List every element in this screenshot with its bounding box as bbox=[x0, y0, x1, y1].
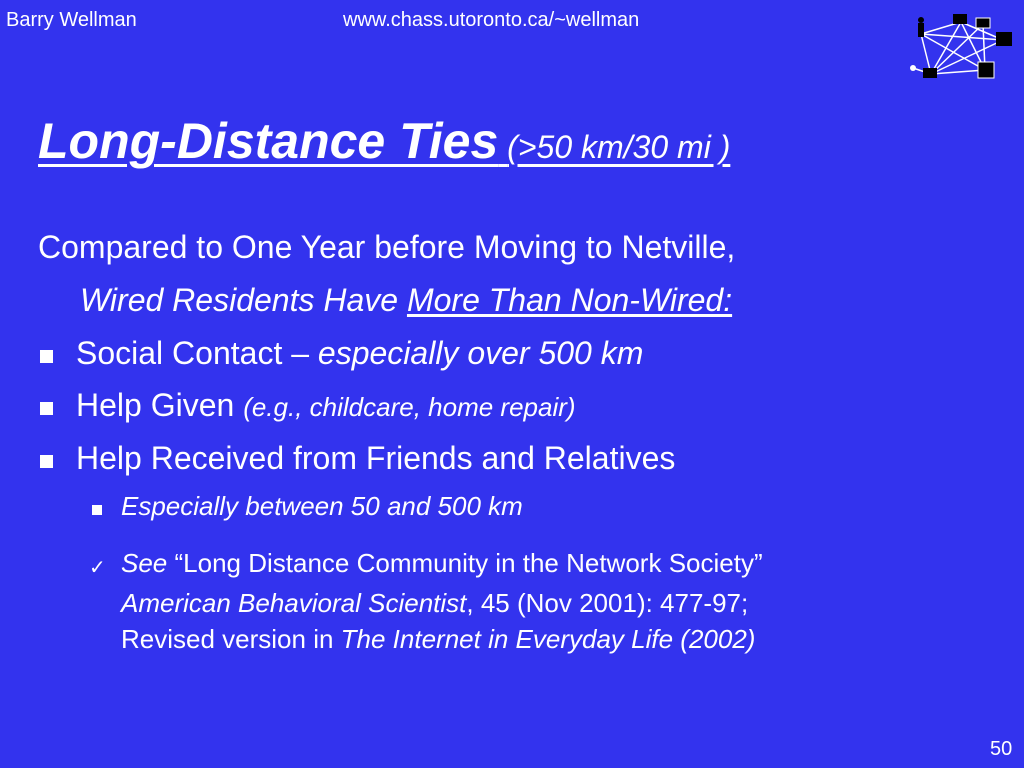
bullet-1-emphasis: especially over 500 km bbox=[317, 335, 644, 371]
reference-citation: , 45 (Nov 2001): 477-97; bbox=[466, 588, 749, 618]
phone-icon bbox=[953, 14, 967, 24]
sub-bullet-text: Especially between 50 and 500 km bbox=[121, 491, 523, 521]
slide-title bbox=[38, 112, 730, 170]
intro-line-1: Compared to One Year before Moving to Netville, bbox=[38, 229, 736, 265]
bullet-square bbox=[40, 455, 53, 468]
telephone-icon bbox=[923, 68, 937, 78]
sub-bullet-square bbox=[92, 505, 102, 515]
typewriter-icon bbox=[978, 62, 994, 78]
checkmark-icon: ✓ bbox=[89, 557, 106, 579]
reference-book: The Internet in Everyday Life (2002) bbox=[340, 624, 756, 654]
computer-icon bbox=[996, 32, 1012, 46]
bullet-2-emphasis: (e.g., childcare, home repair) bbox=[243, 392, 576, 422]
page-number: 50 bbox=[990, 738, 1013, 760]
reference-line-1 bbox=[121, 548, 763, 579]
website-url: www.chass.utoronto.ca/~wellman bbox=[343, 9, 640, 31]
reference-journal: American Behavioral Scientist bbox=[121, 588, 467, 618]
title-sub: (>50 km/30 mi ) bbox=[507, 129, 731, 165]
reference-revised-prefix: Revised version in bbox=[121, 624, 341, 654]
reference-line-2 bbox=[121, 588, 748, 619]
bullet-square bbox=[40, 350, 53, 363]
bullet-1 bbox=[76, 335, 643, 372]
reference-see: See bbox=[121, 548, 168, 578]
person-icon bbox=[918, 17, 924, 37]
intro-line-2-underlined: More Than Non-Wired: bbox=[406, 282, 733, 318]
intro-line-2 bbox=[80, 282, 732, 319]
bullet-2 bbox=[76, 387, 576, 424]
title-main: Long-Distance Ties bbox=[38, 113, 499, 169]
reference-line-3 bbox=[121, 624, 755, 655]
dot-icon bbox=[910, 65, 916, 71]
building-icon bbox=[976, 18, 990, 28]
bullet-2-text: Help Given bbox=[76, 387, 244, 423]
author-name: Barry Wellman bbox=[6, 9, 137, 31]
reference-quote: “Long Distance Community in the Network Society” bbox=[167, 548, 763, 578]
intro-line-2-plain: Wired Residents Have bbox=[80, 282, 407, 318]
bullet-square bbox=[40, 402, 53, 415]
network-logo bbox=[903, 12, 1021, 88]
bullet-1-text: Social Contact – bbox=[76, 335, 318, 371]
bullet-3: Help Received from Friends and Relatives bbox=[76, 440, 676, 476]
